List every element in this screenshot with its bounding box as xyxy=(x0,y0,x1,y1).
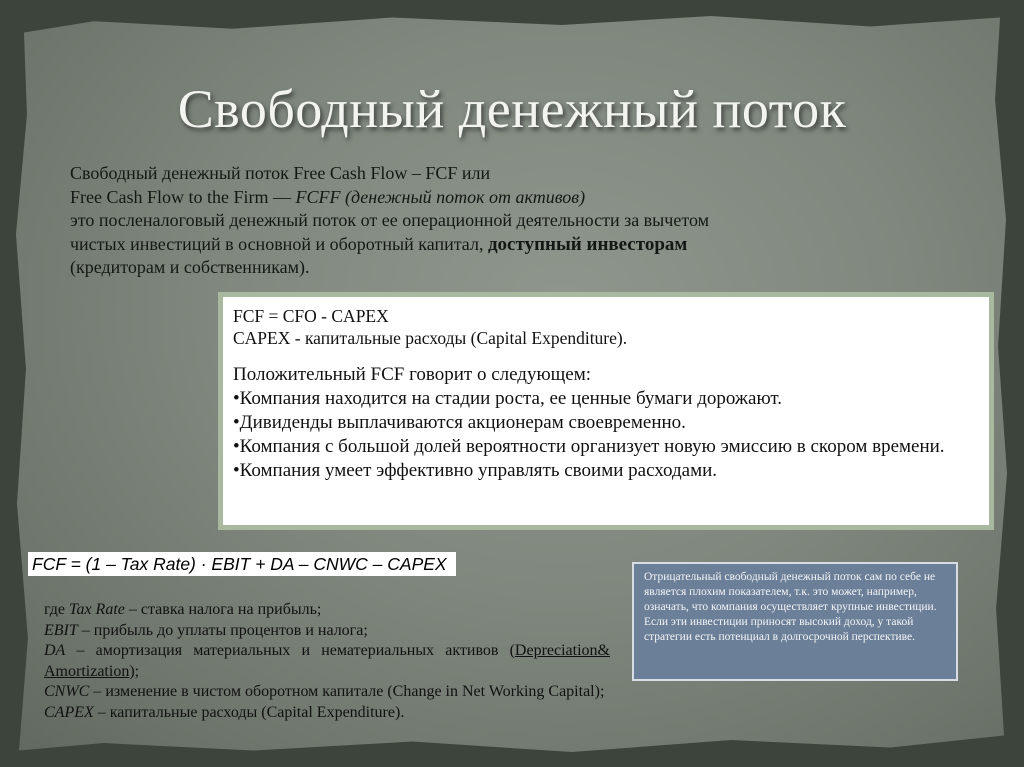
definition-tax-rate: где Tax Rate – ставка налога на прибыль; xyxy=(44,601,322,618)
definition-cnwc: CNWC – изменение в чистом оборотном капитале (Change in Net Working Capital); xyxy=(44,683,605,700)
fcf-formula-image: FCF = (1 – Tax Rate) · EBIT + DA – CNWC – CAPEX xyxy=(28,552,456,576)
intro-line-4 xyxy=(70,233,870,257)
intro-paragraph xyxy=(70,162,870,280)
bullet-item: •Компания умеет эффективно управлять своими расходами. xyxy=(233,460,718,481)
intro-line-2-text: Free Cash Flow to the Firm — xyxy=(70,186,296,207)
intro-emphasis: доступный инвесторам xyxy=(487,233,688,255)
definition-ebit: EBIT – прибыль до уплаты процентов и налога; xyxy=(44,621,368,639)
capex-definition-line: CAPEX - капитальные расходы (Capital Expenditure). xyxy=(233,328,628,348)
positive-fcf-heading: Положительный FCF говорит о следующем: xyxy=(233,364,592,385)
formula-definitions xyxy=(38,600,610,723)
definition-capex: CAPEX – капитальные расходы (Capital Expenditure). xyxy=(44,703,405,721)
negative-fcf-note: Отрицательный свободный денежный поток сам по себе не является плохим показателем, т.к. это может, например, означать, что компания осуществляет крупные инвестиции. Если эти инвестиции приносят высокий доход, у такой стратегии есть потенциал в долгосрочной перспективе. xyxy=(632,562,958,681)
intro-line-1: Свободный денежный поток Free Cash Flow – FCF или xyxy=(70,163,491,183)
slide-title: Свободный денежный поток xyxy=(177,79,847,139)
depreciation-amortization-link[interactable]: Depreciation& Amortization xyxy=(44,642,610,680)
bullet-item: •Компания находится на стадии роста, ее ценные бумаги дорожают. xyxy=(233,388,783,409)
intro-line-5: (кредиторам и собственникам). xyxy=(70,257,310,277)
fcf-formula-line: FCF = CFO - CAPEX xyxy=(233,306,389,326)
bullet-item: •Компания с большой долей вероятности организует новую эмиссию в скором времени. xyxy=(233,436,945,457)
intro-fcff-definition: FCFF (денежный поток от активов) xyxy=(295,186,586,207)
intro-line-3: это посленалоговый денежный поток от ее операционной деятельности за вычетом xyxy=(70,210,709,230)
definition-da: DA – амортизация материальных и нематериальных активов (Depreciation& Amortization); xyxy=(44,642,610,680)
intro-line-4-text: чистых инвестиций в основной и оборотный капитал, xyxy=(70,233,488,254)
intro-line-2 xyxy=(70,186,870,210)
bullet-item: •Дивиденды выплачиваются акционерам своевременно. xyxy=(233,412,686,433)
positive-fcf-box xyxy=(218,292,994,530)
